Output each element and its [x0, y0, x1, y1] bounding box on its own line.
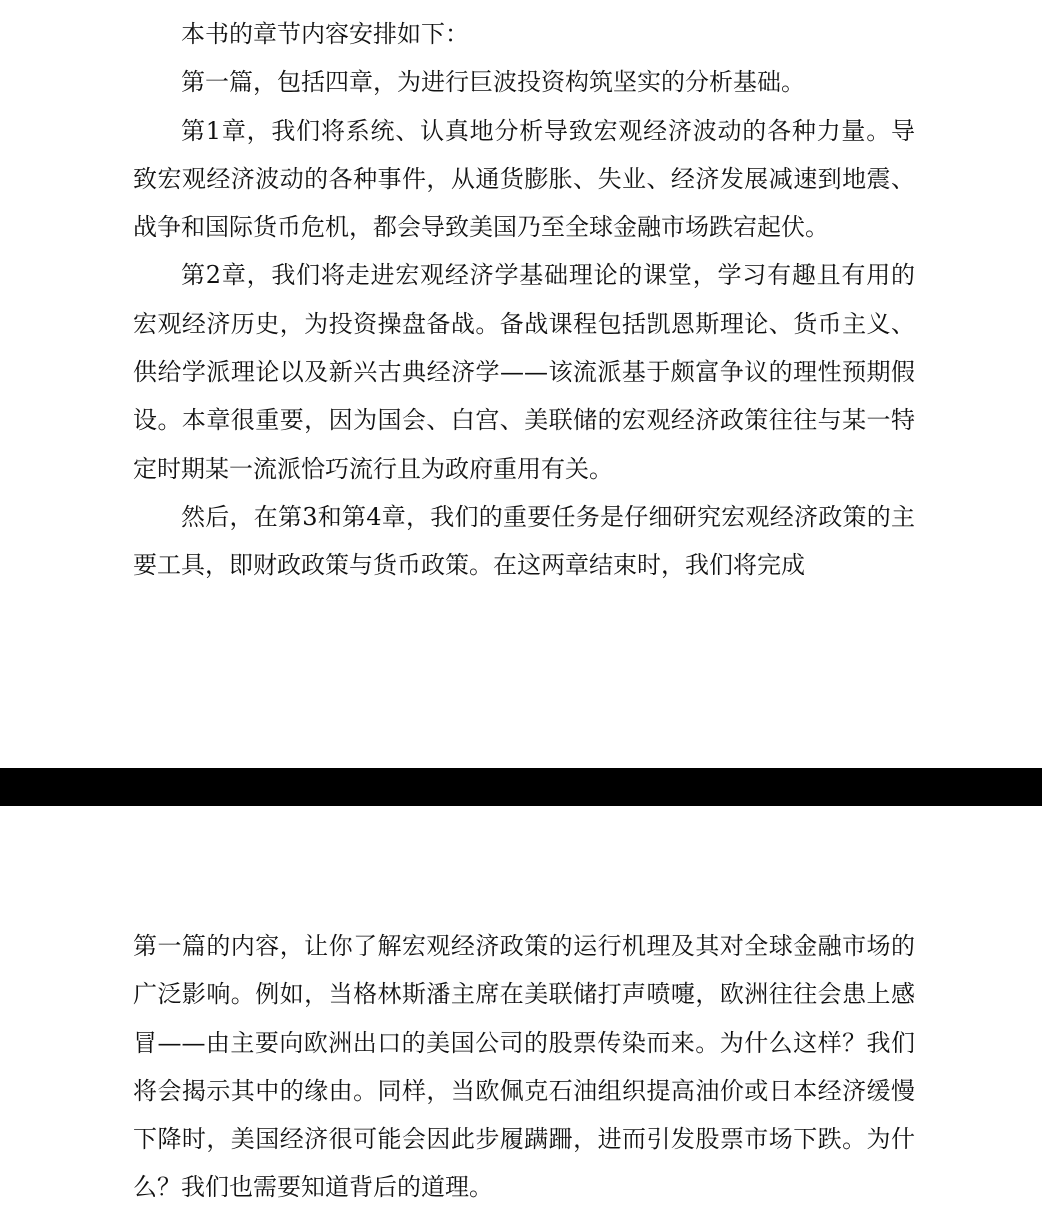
- paragraph-chapter-3-4: 然后，在第3和第4章，我们的重要任务是仔细研究宏观经济政策的主要工具，即财政政策与货币政策。在这两章结束时，我们将完成: [133, 502, 915, 580]
- paragraph-continuation: 第一篇的内容，让你了解宏观经济政策的运行机理及其对全球金融市场的广泛影响。例如，当格林斯潘主席在美联储打声喷嚏，欧洲往往会患上感冒——由主要向欧洲出口的美国公司的股票传染而来。为什么这样？我们将会揭示其中的缘由。同样，当欧佩克石油组织提高油价或日本经济缓慢下降时，美国经济很可能会因此步履蹒跚，进而引发股票市场下跌。为什么？我们也需要知道背后的道理。: [133, 932, 915, 1202]
- top-page-text: [133, 10, 915, 590]
- paragraph-chapter-1: 第1章，我们将系统、认真地分析导致宏观经济波动的各种力量。导致宏观经济波动的各种事件，从通货膨胀、失业、经济发展减速到地震、战争和国际货币危机，都会导致美国乃至全球金融市场跌宕起伏。: [133, 116, 915, 242]
- paragraph-part-one: 第一篇，包括四章，为进行巨波投资构筑坚实的分析基础。: [181, 68, 805, 97]
- paragraph-chapter-2: 第2章，我们将走进宏观经济学基础理论的课堂，学习有趣且有用的宏观经济历史，为投资操盘备战。备战课程包括凯恩斯理论、货币主义、供给学派理论以及新兴古典经济学——该流派基于颇富争议的理性预期假设。本章很重要，因为国会、白宫、美联储的宏观经济政策往往与某一特定时期某一流派恰巧流行且为政府重用有关。: [133, 261, 915, 483]
- bottom-page-text: [133, 922, 915, 1212]
- paragraph-intro: 本书的章节内容安排如下：: [181, 20, 469, 48]
- page-divider: [0, 768, 1042, 806]
